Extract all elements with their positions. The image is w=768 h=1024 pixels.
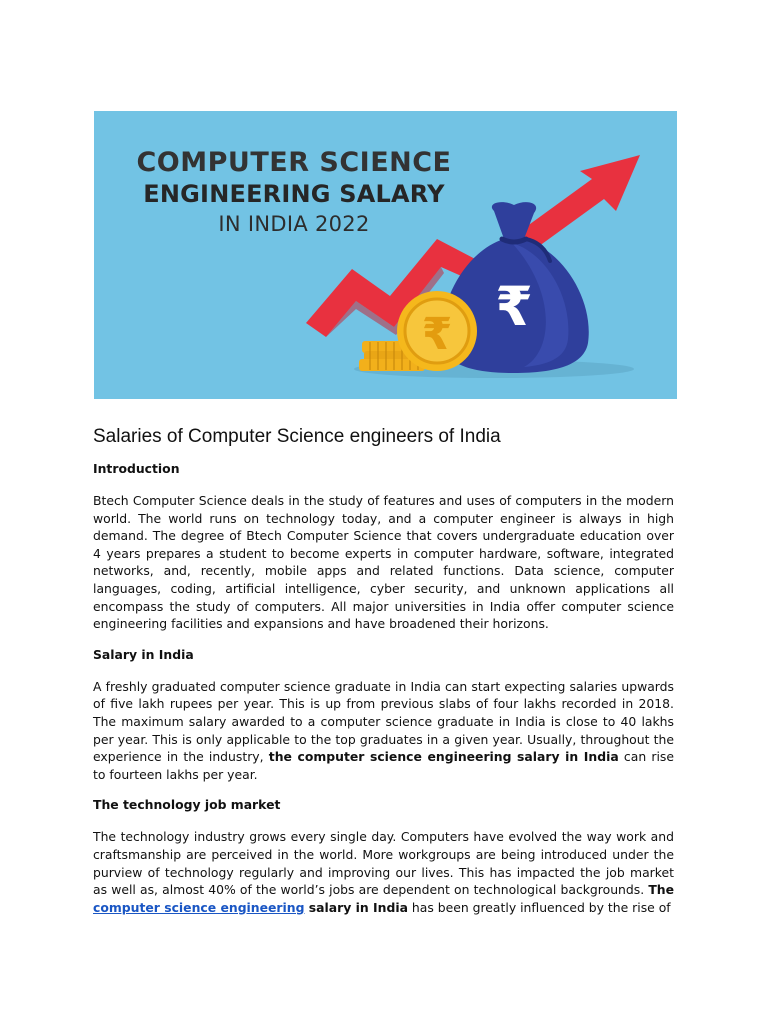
article-title: Salaries of Computer Science engineers of India <box>93 426 501 447</box>
hero-banner <box>94 111 677 399</box>
banner-title-line3: IN INDIA 2022 <box>218 212 370 236</box>
cse-link[interactable]: computer science engineering <box>93 899 305 915</box>
salary-paragraph <box>93 678 674 784</box>
market-text-part2: has been greatly influenced by the rise of <box>407 899 671 915</box>
market-text-part1: The technology industry grows every single day. Computers have evolved the way work and craftsmanship are perceived in the world. More workgroups are being introduced under the purview of technology regularly and improving our lives. This has impacted the job market as well as, almost 40% of the world’s jobs are dependent on technological backgrounds. <box>93 829 674 898</box>
market-heading: The technology job market <box>93 797 281 813</box>
banner-title-line1: COMPUTER SCIENCE <box>136 147 452 178</box>
rupee-coin-icon <box>397 291 477 371</box>
intro-heading: Introduction <box>93 461 180 476</box>
svg-text:₹: ₹ <box>421 309 453 360</box>
banner-title-line2: ENGINEERING SALARY <box>143 180 445 208</box>
intro-paragraph: Btech Computer Science deals in the study of features and uses of computers in the modern world. The world runs on technology today, and a computer engineer is always in high demand. The degree of Btech Computer Science that covers undergraduate education over 4 years prepares a student to become experts in computer hardware, software, integrated networks, and, recently, mobile apps and related functions. Data science, computer languages, coding, artificial intelligence, cyber security, and unknown applications all encompass the study of computers. All major universities in India offer computer science engineering facilities and expansions and have broadened their horizons. <box>93 493 674 632</box>
market-paragraph <box>93 828 674 916</box>
salary-text-part1: A freshly graduated computer science graduate in India can start expecting salaries upwards of five lakh rupees per year. This is up from previous slabs of four lakhs recorded in 2018. The maximum salary awarded to a computer science graduate in India is close to 40 lakhs per year. This is only applicable to the top graduates in a given year. Usually, throughout the experience in the industry, <box>93 678 674 765</box>
salary-heading: Salary in India <box>93 646 194 662</box>
salary-text-bold: the computer science engineering salary in India <box>268 749 619 765</box>
banner-title <box>94 149 494 235</box>
market-text-bold-2: salary in India <box>304 899 408 915</box>
market-text-bold-1: The <box>648 882 674 898</box>
article-body <box>93 425 674 930</box>
salary-text-part2: can rise to fourteen lakhs per year. <box>93 749 674 782</box>
svg-text:₹: ₹ <box>495 275 533 338</box>
